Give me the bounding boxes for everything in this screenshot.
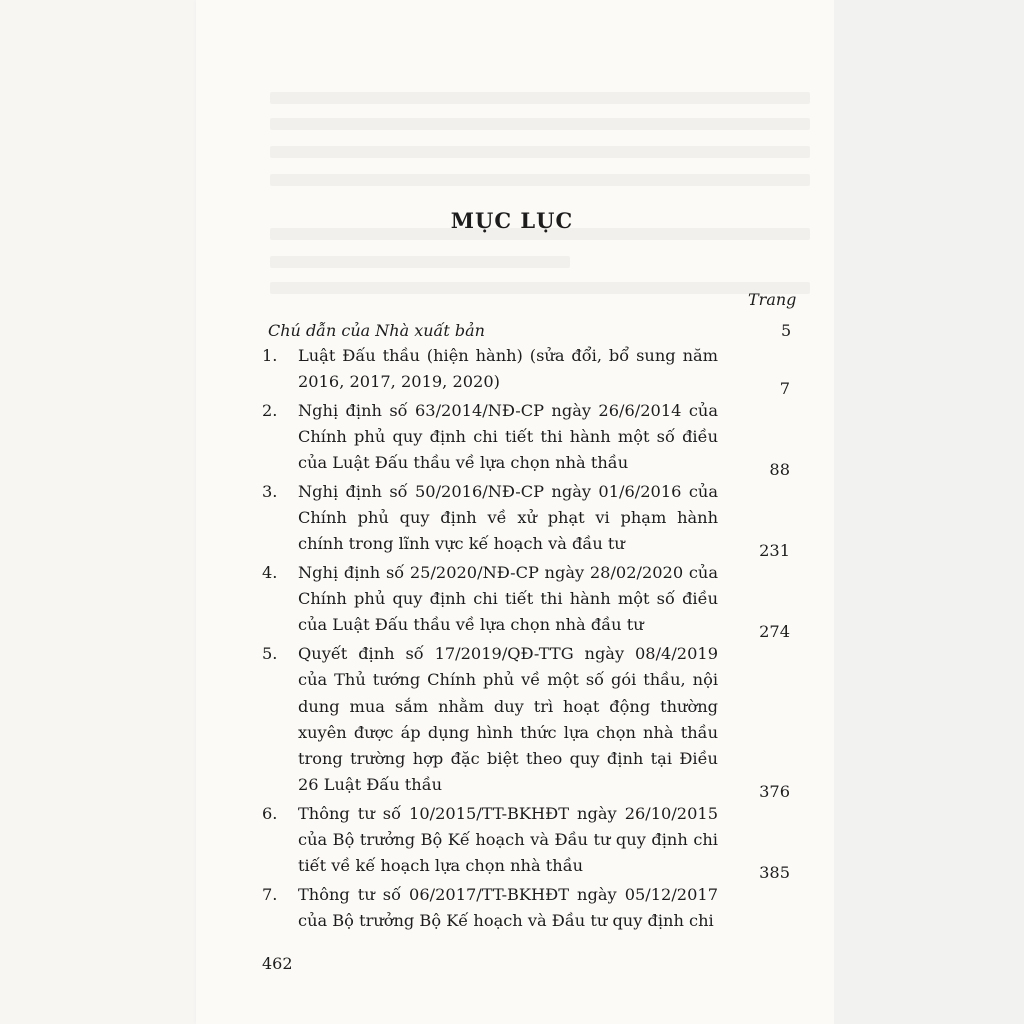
toc-entry-line: Quyết định số 17/2019/QĐ-TTG ngày 08/4/2019 <box>298 644 718 664</box>
toc-entry-number: 6. <box>262 803 278 823</box>
toc-entry <box>262 479 792 561</box>
page-column-label: Trang <box>748 290 797 309</box>
toc-entry-line: của Luật Đấu thầu về lựa chọn nhà đầu tư <box>298 615 644 635</box>
toc-entry-title <box>298 398 718 477</box>
toc-entry-page: 88 <box>769 460 790 480</box>
toc-entry-page: 231 <box>759 541 790 561</box>
toc-entry <box>262 398 792 480</box>
toc-entry-number: 4. <box>262 563 278 583</box>
toc-entry-line: Nghị định số 50/2016/NĐ-CP ngày 01/6/2016 của <box>298 482 718 501</box>
page-gutter <box>834 0 1024 1024</box>
toc-entry-line: chính trong lĩnh vực kế hoạch và đầu tư <box>298 534 625 554</box>
toc-entry-title <box>298 801 718 880</box>
toc-entry-number: 3. <box>262 482 278 501</box>
toc-entry-line: Chính phủ quy định về xử phạt vi phạm hành <box>298 508 718 528</box>
page-title: MỤC LỤC <box>450 208 574 233</box>
toc-entry <box>262 343 792 399</box>
toc-entry-title <box>298 560 718 639</box>
toc-entry-page: 385 <box>759 863 790 883</box>
toc-entry-number: 5. <box>262 644 278 664</box>
toc-entry-line: Nghị định số 25/2020/NĐ-CP ngày 28/02/2020 của <box>298 563 718 583</box>
toc-entry-title <box>298 882 718 934</box>
toc-entry-number: 2. <box>262 400 278 420</box>
toc-entry-number: 1. <box>262 346 278 365</box>
toc-entry-page: 376 <box>759 782 790 802</box>
toc-entry-page: 7 <box>779 379 790 399</box>
page-number: 462 <box>262 954 293 973</box>
toc-entry-line: xuyên được áp dụng hình thức lựa chọn nhà thầu <box>298 722 718 742</box>
toc-entry-line: tiết về kế hoạch lựa chọn nhà thầu <box>298 856 584 876</box>
toc-entry-line: của Thủ tướng Chính phủ về một số gói thầu, nội <box>298 670 718 690</box>
toc-entry-title <box>298 641 718 798</box>
intro-entry-page: 5 <box>781 321 792 340</box>
toc-entry-number: 7. <box>262 885 278 904</box>
toc-entry-line: Nghị định số 63/2014/NĐ-CP ngày 26/6/2014 của <box>298 400 718 420</box>
toc-entry-line: 2016, 2017, 2019, 2020) <box>298 372 500 392</box>
toc-entry-line: Chính phủ quy định chi tiết thi hành một số điều <box>298 589 718 609</box>
toc-entry <box>262 801 792 883</box>
toc-entry-line: Luật Đấu thầu (hiện hành) (sửa đổi, bổ sung năm <box>298 346 718 365</box>
toc-entry-page: 274 <box>759 622 790 642</box>
toc-entry-line: Chính phủ quy định chi tiết thi hành một số điều <box>298 427 718 447</box>
intro-entry-label: Chú dẫn của Nhà xuất bản <box>268 321 485 340</box>
toc-entry <box>262 882 792 934</box>
toc-entry <box>262 560 792 642</box>
toc-entry-line: trong trường hợp đặc biệt theo quy định tại Điều <box>298 748 718 768</box>
toc-entry-line: Thông tư số 06/2017/TT-BKHĐT ngày 05/12/2017 <box>298 885 718 904</box>
toc-entry-line: Thông tư số 10/2015/TT-BKHĐT ngày 26/10/2015 <box>298 803 718 823</box>
toc-entry <box>262 641 792 802</box>
toc-entry-line: dung mua sắm nhằm duy trì hoạt động thường <box>298 696 718 716</box>
toc-entry-line: 26 Luật Đấu thầu <box>298 775 443 795</box>
toc-entry-title <box>298 479 718 558</box>
toc-entry-line: của Bộ trưởng Bộ Kế hoạch và Đầu tư quy định chi <box>298 911 714 931</box>
toc-entry-line: của Bộ trưởng Bộ Kế hoạch và Đầu tư quy định chi <box>298 830 718 850</box>
toc-entry-line: của Luật Đấu thầu về lựa chọn nhà thầu <box>298 453 629 473</box>
toc-entry-title <box>298 343 718 395</box>
